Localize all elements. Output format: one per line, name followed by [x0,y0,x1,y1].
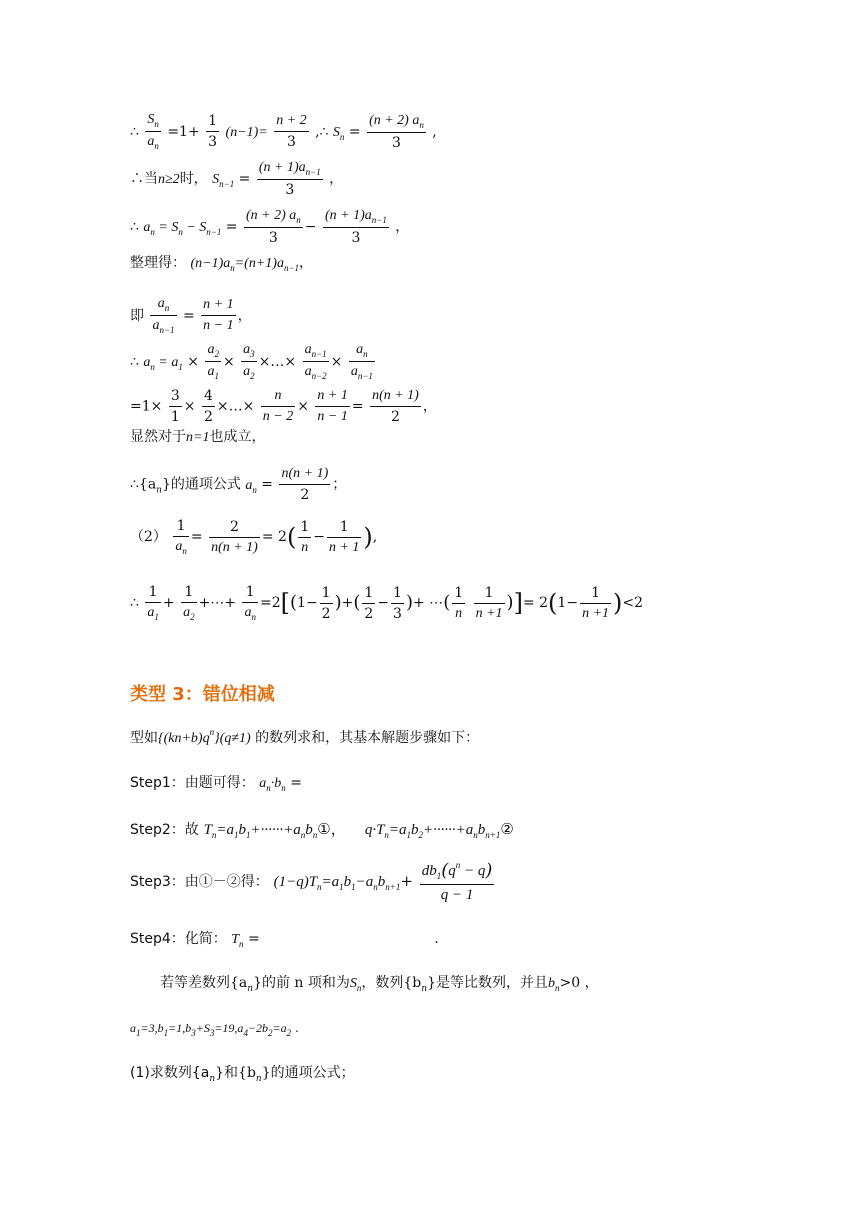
eq-text: a [259,776,267,791]
eq-text: (1−q)T [273,874,318,891]
eq-text: ， [395,219,410,236]
eq-text: +S [195,1021,210,1035]
eq-text: 也成立， [209,429,266,445]
eq-text: （2） [130,529,167,546]
eq-text: <2 [622,595,644,612]
eq-text: = [290,775,302,791]
eq-text: b [305,822,313,838]
eq-text: 若等差数列{a [160,975,248,991]
eq-text: 整理得： [130,255,186,271]
problem-question-1: (1)求数列$\{a_n\}$和$\{b_n\}$的通项公式； [130,1065,355,1084]
eq-text: . [294,1021,299,1035]
fraction: $\frac{1}{a_1}$ [147,584,159,623]
eq-text: +······+a [423,822,474,838]
fraction: $\frac{n + 1}{n - 1}$ [203,297,234,334]
fraction: $\frac{4}{2}$ [203,388,213,426]
fraction: $\frac{1}{3}$ [208,113,218,151]
eq-text: =1+ [167,123,200,140]
eq-text: ， [422,398,437,415]
eq-text: n=1 [186,430,210,445]
eq-text: =1,b [168,1021,192,1035]
fraction: $\frac{a_n}{a_{n-1}}$ [350,342,373,382]
eq-text: 型如 [130,730,158,746]
eq-text: (n−1)a [190,256,231,271]
step-label: Step1： [130,775,185,791]
eq-text: ×…× [258,353,297,370]
equation-line-5: 即 $\frac{a_n}{a_{n-1}}$ = $\frac{n + 1}{n - 1}$ ， [130,296,252,336]
fraction: $\frac{a_3}{a_2}$ [243,342,255,382]
step2-line: Step2：故 $T_n=a_1b_1+\cdot\cdot\cdot\cdot\cdot\cdot+a_nb_n①$， $q\cdot T_n=a_1b_2+\cdot\cdot\cdot\cdot\cdot\cdot+a_nb_{n+1}②$ [130,820,514,840]
eq-text: }的通项公式 [161,476,241,493]
fraction: $\frac{1}{a_n}$ [175,518,187,557]
eq-text: n≥2 [158,172,180,188]
step1-line: Step1：由题可得： $a_n\cdot b_n$ = [130,775,302,793]
eq-text: 时， [179,171,208,188]
eq-text: =2 [259,595,281,612]
eq-text: 化简： [184,931,227,947]
fraction: $\frac{n(n + 1)}{2}$ [281,466,329,504]
eq-text: =3,b [140,1021,164,1035]
eq-text: ∴当 [130,171,158,188]
equation-line-11: ∴ $\frac{1}{a_1}$ + $\frac{1}{a_2}$ +⋯+ $\frac{1}{a_n}$ =2[(1− $\frac{1}{2}$ )+( $\frac{1}{2}$ − $\frac{1}{3}$ )+ ⋯( $\frac{1}{n}$ $\frac{1}{n +1}$ )]= 2(1− $\frac{1}{n +1}$ )<2 [130,584,644,623]
eq-text: T [203,822,212,838]
eq-text: , [372,529,378,546]
eq-text: ， [329,171,344,188]
fraction: $\frac{db_1(q^n - q)}{q - 1}$ [421,860,493,903]
eq-text: ·b [270,776,282,791]
fraction: $\frac{(n + 2) a_n}{3}$ [369,112,424,151]
eq-text: }的通项公式； [261,1065,355,1081]
eq-text: a [130,1021,136,1035]
eq-text: b [238,822,247,838]
fraction: $\frac{3}{1}$ [170,388,180,426]
fraction: $\frac{S_n}{a_n}$ [147,112,159,152]
equation-line-2: ∴当n≥2时， $S_{n-1}$ = $\frac{(n + 1)a_{n-1}}{3}$ ， [130,160,344,199]
eq-text: =(n+1)a [234,256,284,271]
eq-text: b [547,976,555,991]
section-heading: 类型 3：错位相减 [130,684,275,705]
equation-line-7: =1× $\frac{3}{1}$ × $\frac{4}{2}$ ×…× $\frac{n}{n - 2}$ × $\frac{n + 1}{n - 1}$ = $\frac{n(n + 1)}{2}$ ， [130,388,437,426]
fraction: $\frac{1}{n + 1}$ [328,518,360,555]
eq-text: −2b [247,1021,269,1035]
text-line-8 [130,430,265,445]
eq-text: =19,a [214,1021,244,1035]
fraction: $\frac{(n + 1)a_{n-1}}{3}$ [258,160,321,199]
fraction: $\frac{n + 2}{3}$ [276,113,307,151]
fraction: $\frac{n}{n - 2}$ [262,388,294,425]
eq-text: ； [332,476,347,493]
fraction: $\frac{1}{n}$ [300,518,310,555]
eq-text: b [411,822,419,838]
fraction: $\frac{1}{2}$ [364,584,374,622]
eq-text: q·T [364,822,385,838]
eq-text: {(kn+b)q [158,731,210,746]
fraction: $\frac{1}{n +1}$ [582,584,610,621]
eq-text: =1× [130,398,163,415]
eq-text: −a [355,874,374,891]
fraction: $\frac{n(n + 1)}{2}$ [372,388,419,426]
therefore-symbol: ∴ [130,353,139,370]
equation-line-3: ∴ $a_n = S_n - S_{n-1}$ = $\frac{(n + 2) a_n}{3}$ − $\frac{(n + 1)a_{n-1}}{3}$ ， [130,208,410,247]
step-label: Step2： [130,822,185,838]
eq-text: b [343,874,352,891]
fraction: $\frac{a_n}{a_{n-1}}$ [152,296,175,336]
eq-text: , [432,123,437,140]
step3-line: Step3：由①－②得： $(1-q)T_n=a_1b_1-a_nb_{n+1}+$ $\frac{db_1(q^n - q)}{q - 1}$ [130,860,493,903]
eq-text: (1)求数列{a [130,1065,210,1081]
eq-text: 显然对于 [130,429,186,445]
eq-text: T [231,932,240,947]
eq-text: = [248,931,260,947]
fraction: $\frac{1}{a_n}$ [244,584,256,623]
eq-text: =a [216,822,235,838]
fraction: $\frac{1}{3}$ [393,584,402,622]
eq-text: + [162,595,175,612]
equation-line-4: 整理得： $(n-1)a_n=(n+1)a_{n-1}$， [130,255,314,273]
eq-text: (n−1)= [225,124,268,140]
equation-line-1: ∴ $\frac{S_n}{a_n}$ =1+ $\frac{1}{3}$ (n−1)= $\frac{n + 2}{3}$ ,∴ $S_n$ = $\frac{(n + 2) a_n}{3}$ , [130,112,437,152]
eq-text: +······+a [250,822,301,838]
intro-line: 型如$\{(kn+b)q^n\}(q\ne 1)$ 的数列求和，其基本解题步骤如下： [130,727,480,746]
fraction: $\frac{1}{2}$ [321,584,331,622]
step-label: Step4： [130,931,185,947]
eq-text: }和{b [215,1065,256,1081]
eq-text: + [400,872,413,891]
eq-text: +⋯+ [198,595,237,612]
equation-line-10: （2） $\frac{1}{a_n}$ = $\frac{2}{n(n + 1)}$ = 2( $\frac{1}{n}$ − $\frac{1}{n + 1}$ ), [130,518,378,557]
eq-text: 由①－②得： [184,874,269,891]
eq-text: }(q≠1) [214,731,251,746]
eq-text: ,∴ [315,123,329,140]
eq-text: }的前 n 项和为 [253,975,350,991]
step4-line: Step4：化简： $T_n$ = . [130,931,439,949]
problem-line-1: 若等差数列$\{a_n\}$的前 n 项和为$S_n$，数列$\{b_n\}$是等比数列，并且$b_n>0$ ， [160,975,599,994]
fraction: $\frac{1}{n +1}$ [475,584,503,621]
fraction: $\frac{n + 1}{n - 1}$ [317,388,348,425]
therefore-symbol: ∴ [130,219,139,236]
therefore-symbol: ∴ [130,123,139,140]
fraction: $\frac{1}{n}$ [454,584,464,621]
fraction: $\frac{2}{n(n + 1)}$ [211,518,258,555]
eq-text: ， [237,307,252,324]
fraction: $\frac{a_{n-1}}{a_{n-2}}$ [304,342,327,382]
eq-text: 即 [130,307,144,324]
eq-text: . [434,931,439,947]
eq-text: S [349,976,357,991]
therefore-symbol: ∴ [130,595,139,612]
eq-text: ∴{a [130,476,157,493]
fraction: $\frac{1}{a_2}$ [183,584,195,623]
fraction: $\frac{(n + 1)a_{n-1}}{3}$ [324,208,387,247]
equation-line-6: ∴ $a_n = a_1$ × $\frac{a_2}{a_1}$ × $\frac{a_3}{a_2}$ ×…× $\frac{a_{n-1}}{a_{n-2}}$ × $\frac{a_n}{a_{n-1}}$ [130,342,373,382]
eq-text: >0 ， [559,975,599,991]
eq-text: ② [500,820,514,838]
fraction: $\frac{a_2}{a_1}$ [207,342,219,382]
eq-text: =a [388,822,407,838]
eq-text: ， [299,255,314,271]
equation-line-9: $\therefore\{a_n\}$的通项公式 $a_n$ = $\frac{n(n + 1)}{2}$ ； [130,466,347,504]
eq-text: 故 [184,822,199,838]
eq-text: =a [272,1021,287,1035]
step-label: Step3： [130,874,185,891]
fraction: $\frac{(n + 2) a_n}{3}$ [246,208,301,247]
eq-text: }是等比数列，并且 [427,975,548,991]
eq-text: b [377,874,386,891]
eq-text: ×…× [216,398,255,415]
problem-line-2: $a_1=3,b_1=1,b_3+S_3=19,a_4-2b_2=a_2$ . [130,1021,299,1038]
eq-text: ①， [317,820,346,838]
eq-text: b [477,822,486,838]
eq-text: 的数列求和，其基本解题步骤如下： [255,730,480,746]
eq-text: ，数列{b [361,975,422,991]
eq-text: 由题可得： [184,775,255,791]
eq-text: =a [321,874,340,891]
